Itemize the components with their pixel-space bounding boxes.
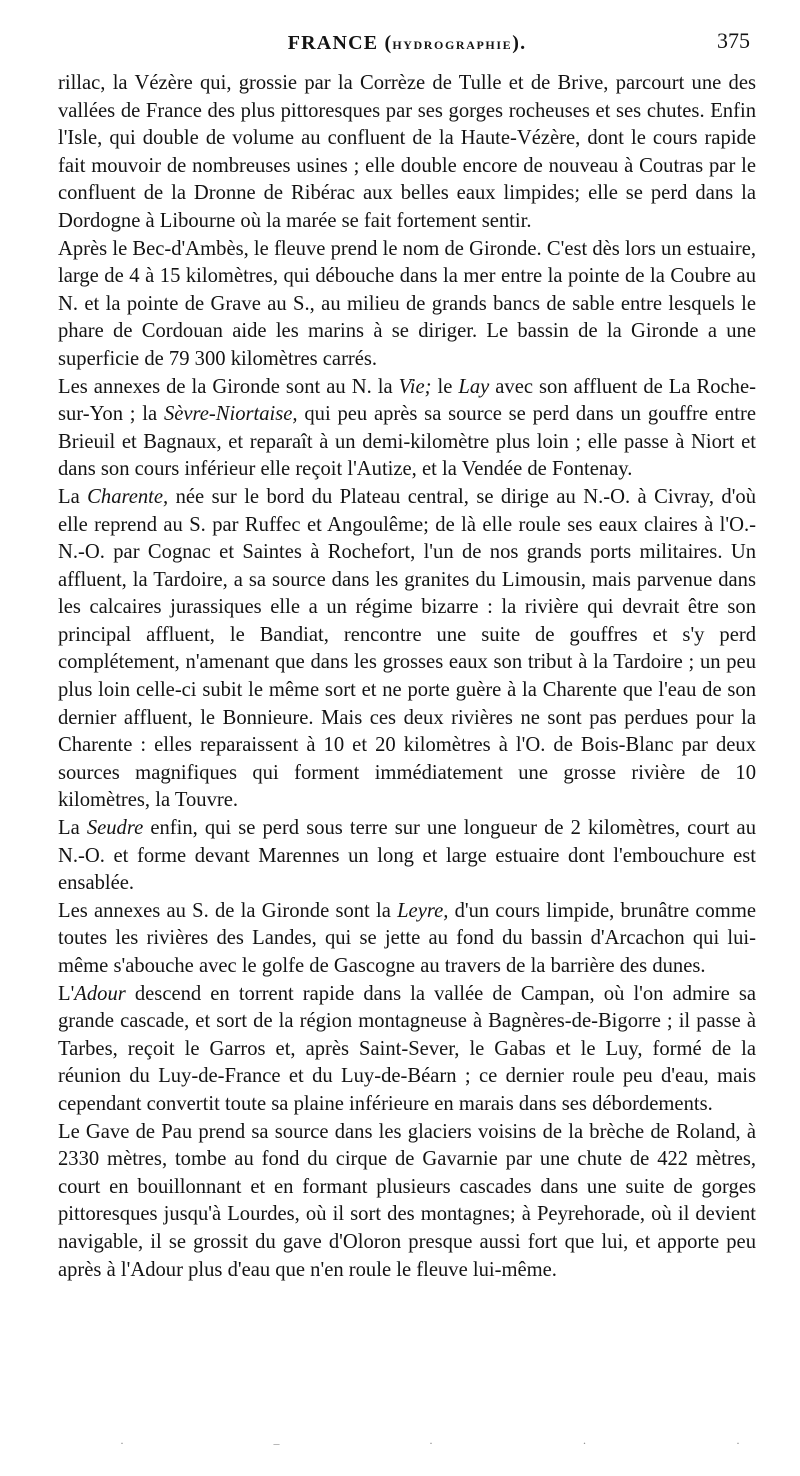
page-header	[58, 28, 756, 70]
paragraph-text: Les annexes au S. de la Gironde sont la	[58, 899, 398, 922]
paragraph	[58, 815, 756, 898]
paragraph	[58, 236, 756, 374]
italic-term: Leyre,	[397, 899, 449, 922]
paragraph	[58, 1119, 756, 1285]
paragraph	[58, 898, 756, 981]
paragraph-text: Les annexes de la Gironde sont au N. la	[58, 375, 399, 398]
italic-term: Sèvre-Niortaise,	[163, 403, 298, 426]
italic-term: Lay	[458, 375, 490, 398]
italic-term: Seudre	[86, 817, 144, 840]
paragraph-text: L'	[58, 982, 75, 1005]
paragraph	[58, 70, 756, 236]
paragraph-text: descend en torrent rapide dans la vallée de Campan, où l'on admire sa grande cascade, et sort de la région montagneuse à Bagnères-de-Bigorre ; il passe à Tarbes, reçoit le Garros et, après Saint-Sever, le Gabas et le Luy, formé de la réunion du Luy-de-France et du Luy-de-Béarn ; ce dernier roule peu d'eau, mais cependant convertit toute sa plaine inférieure en marais dans ses débordements.	[58, 982, 756, 1115]
footer-mark: ·	[582, 1436, 587, 1450]
paragraph-text: rillac, la Vézère qui, grossie par la Corrèze de Tulle et de Brive, parcourt une des vallées de France des plus pittoresques par ses gorges rocheuses et ses chutes. Enfin l'Isle, qui double de volume au confluent de la Haute-Vézère, dont le cours rapide fait mouvoir de nombreuses usines ; elle double encore de nouveau à Coutras par le confluent de la Dronne de Ribérac aux belles eaux limpides; elle se perd dans la Dordogne à Libourne où la marée se fait fortement sentir.	[58, 72, 756, 232]
page-number: 375	[717, 28, 750, 53]
paragraph-text: enfin, qui se perd sous terre sur une longueur de 2 kilomètres, court au N.-O. et forme devant Marennes un long et large estuaire dont l'embouchure est ensablée.	[58, 817, 756, 895]
footer-mark: ·	[120, 1436, 124, 1450]
body-text	[58, 70, 756, 1284]
paragraph-text: qui peu après sa source se perd dans un gouffre entre Brieuil et Bagnaux, et reparaît à un demi-kilomètre plus loin ; elle passe à Niort et dans son cours inférieur elle reçoit l'Autize, et la Vendée de Fontenay.	[58, 403, 756, 481]
paragraph-text: avec son affluent de La Roche-sur-Yon ; la	[58, 375, 756, 426]
paragraph-text: Le Gave de Pau prend sa source dans les glaciers voisins de la brèche de Roland, à 2330 mètres, tombe au fond du cirque de Gavarnie par une chute de 422 mètres, court en bouillonnant et en formant plusieurs cascades dans une suite de gorges pittoresques jusqu'à Lourdes, où il sort des montagnes; à Peyrehorade, où il devient navigable, il se grossit du gave d'Oloron presque aussi fort que lui, et apporte peu après à l'Adour plus d'eau que n'en roule le fleuve lui-même.	[58, 1120, 756, 1281]
paragraph-text: d'un cours limpide, brunâtre comme toutes les rivières des Landes, qui se jette au fond du bassin d'Arcachon qui lui-même s'abouche avec le golfe de Gascogne au travers de la barrière des dunes.	[58, 899, 756, 977]
footer-mark: ·	[429, 1436, 433, 1450]
running-title-subject: HYDROGRAPHIE	[392, 38, 513, 52]
paragraph-text: La	[58, 485, 88, 508]
footer-marks	[120, 1436, 740, 1451]
italic-term: Adour	[74, 982, 126, 1005]
footer-mark: –	[273, 1436, 280, 1450]
paragraph-text: née sur le bord du Plateau central, se dirige au N.-O. à Civray, d'où elle reprend au S. par Ruffec et Angoulême; de là elle roule ses eaux claires à l'O.-N.-O. par Cognac et Saintes à Rochefort, l'un de nos grands ports militaires. Un affluent, la Tardoire, a sa source dans les granites du Limousin, mais parvenue dans les calcaires jurassiques elle a un régime bizarre : la rivière qui devrait être son principal affluent, le Bandiat, rencontre une suite de gouffres et s'y perd complétement, n'amenant que dans les grosses eaux son tribut à la Tardoire ; un peu plus loin celle-ci subit le même sort et ne porte guère à la Charente que l'eau de son dernier affluent, le Bonnieure. Mais ces deux rivières ne sont pas perdues pour la Charente : elles reparaissent à 10 et 20 kilomètres à l'O. de Bois-Blanc par deux sources magnifiques qui forment immédiatement une grosse rivière de 10 kilomètres, la Touvre.	[58, 485, 756, 812]
paragraph	[58, 374, 756, 484]
paragraph	[58, 484, 756, 815]
paragraph	[58, 981, 756, 1119]
running-title-end: ).	[512, 32, 527, 54]
running-title-main: FRANCE (	[287, 32, 393, 54]
paragraph-text: Après le Bec-d'Ambès, le fleuve prend le nom de Gironde. C'est dès lors un estuaire, large de 4 à 15 kilomètres, qui débouche dans la mer entre la pointe de la Coubre au N. et la pointe de Grave au S., au milieu de grands bancs de sable entre lesquels le phare de Cordouan aide les marins à se diriger. Le bassin de la Gironde a une superficie de 79 300 kilomètres carrés.	[58, 237, 756, 370]
italic-term: Vie;	[398, 375, 432, 398]
running-title	[58, 32, 756, 55]
paragraph-text: le	[431, 375, 459, 398]
paragraph-text: La	[58, 817, 87, 840]
footer-mark: ·	[736, 1436, 740, 1450]
italic-term: Charente,	[87, 485, 169, 508]
